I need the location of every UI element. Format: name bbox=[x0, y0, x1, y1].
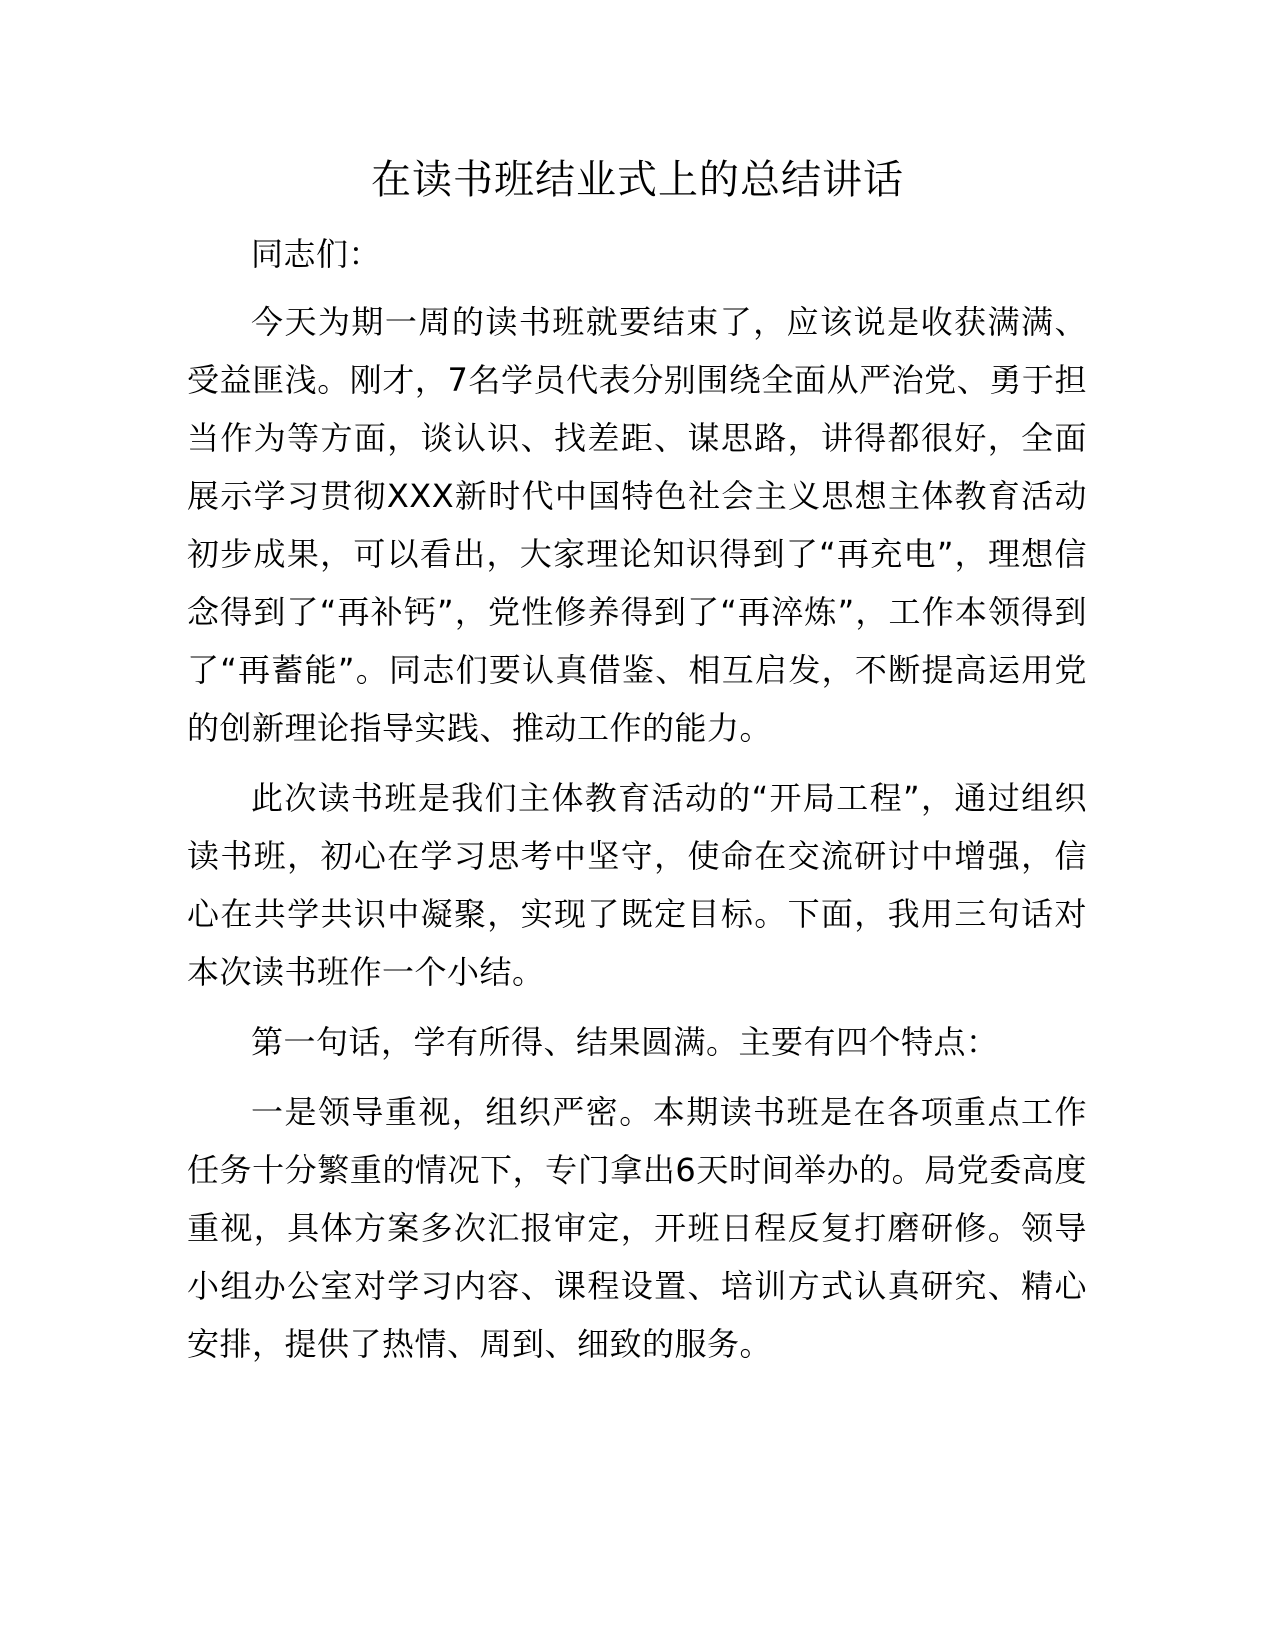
paragraph-first-point: 第一句话，学有所得、结果圆满。主要有四个特点： bbox=[251, 1023, 999, 1061]
document-body bbox=[187, 225, 1087, 1385]
paragraph-reading-class: 此次读书班是我们主体教育活动的“开局工程”，通过组织读书班，初心在学习思考中坚守，使命在交流研讨中增强，信心在共学共识中凝聚，实现了既定目标。下面，我用三句话对本次读书班作一个小结。 bbox=[187, 779, 1087, 991]
paragraph-leadership: 一是领导重视，组织严密。本期读书班是在各项重点工作任务十分繁重的情况下，专门拿出6天时间举办的。局党委高度重视，具体方案多次汇报审定，开班日程反复打磨研修。领导小组办公室对学习内容、课程设置、培训方式认真研究、精心安排，提供了热情、周到、细致的服务。 bbox=[187, 1093, 1087, 1363]
paragraph-opening: 今天为期一周的读书班就要结束了，应该说是收获满满、受益匪浅。刚才，7名学员代表分别围绕全面从严治党、勇于担当作为等方面，谈认识、找差距、谋思路，讲得都很好，全面展示学习贯彻XXX新时代中国特色社会主义思想主体教育活动初步成果，可以看出，大家理论知识得到了“再充电”，理想信念得到了“再补钙”，党性修养得到了“再淬炼”，工作本领得到了“再蓄能”。同志们要认真借鉴、相互启发，不断提高运用党的创新理论指导实践、推动工作的能力。 bbox=[187, 303, 1087, 747]
salutation: 同志们： bbox=[251, 235, 382, 273]
document-title: 在读书班结业式上的总结讲话 bbox=[371, 157, 904, 203]
